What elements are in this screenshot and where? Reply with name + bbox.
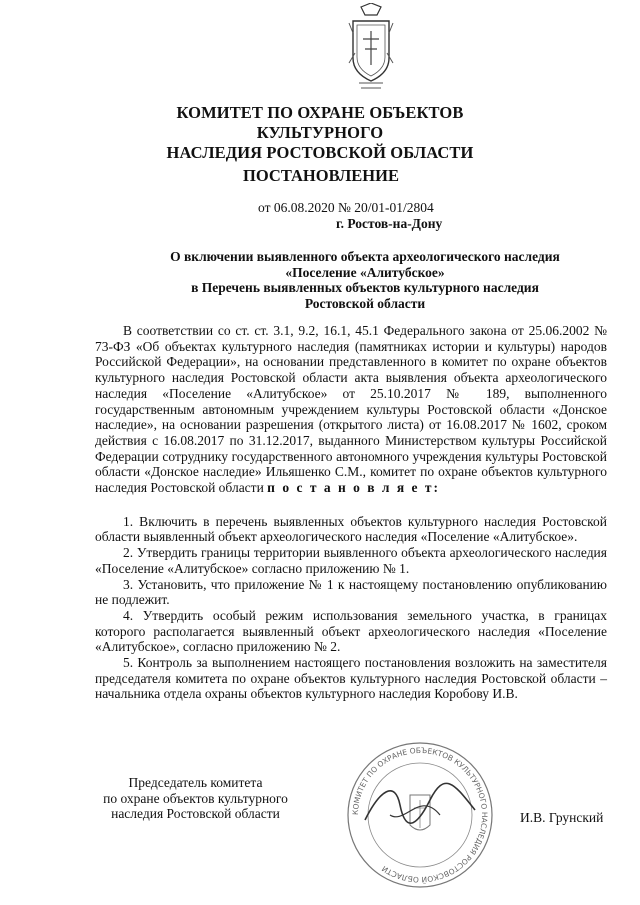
signatory-title: [88, 775, 303, 822]
item-1: 1. Включить в перечень выявленных объектов культурного наследия Ростовской области выявленный объект археологического наследия «Поселение «Алитубское».: [95, 513, 607, 545]
seal-text: КОМИТЕТ ПО ОХРАНЕ ОБЪЕКТОВ КУЛЬТУРНОГО НАСЛЕДИЯ РОСТОВСКОЙ ОБЛАСТИ: [350, 745, 490, 885]
item-5: 5. Контроль за выполнением настоящего постановления возложить на заместителя председателя комитета по охране объектов культурного наследия Ростовской области – начальника отдела охраны объектов культурного наследия Коробову И.В.: [95, 655, 607, 702]
subject-line: «Поселение «Алитубское»: [285, 264, 445, 280]
organization-name: [130, 103, 510, 163]
signatory-title-line: по охране объектов культурного: [103, 790, 288, 806]
item-3: 3. Установить, что приложение № 1 к настоящему постановлению опубликованию не подлежит.: [95, 576, 607, 608]
city: г. Ростов-на-Дону: [336, 216, 443, 231]
preamble-text: В соответствии со ст. ст. 3.1, 9.2, 16.1, 45.1 Федерального закона от 25.06.2002 № 73-ФЗ «Об объектах культурного наследия (памятниках истории и культуры) народов Российской Федерации», на основании представленного в комитет по охране объектов культурного наследия Ростовской области акта выявления объекта археологического наследия «Поселение «Алитубское» от 25.10.2017 № 189, выполненного государственным автономным учреждением культуры Ростовской области «Донское наследие», на основании разрешения (открытого листа) от 16.08.2017 № 1602, сроком действия с 16.08.2017 по 31.12.2017, выданного Министерством культуры Российской Федерации сотруднику государственного автономного учреждения культуры Ростовской области «Донское наследие» Ильяшенко С.М., комитет по охране объектов культурного наследия Ростовской области: [95, 323, 607, 496]
document-type: ПОСТАНОВЛЕНИЕ: [243, 166, 399, 185]
subject-line: О включении выявленного объекта археологического наследия: [170, 249, 560, 264]
signatory-title-line: Председатель комитета: [128, 775, 263, 790]
item-4: 4. Утвердить особый режим использования земельного участка, в границах которого располагается выявленный объект археологического наследия «Поселение «Алитубское», согласно приложению № 2.: [95, 607, 607, 655]
resolves-word: п о с т а н о в л я е т:: [267, 480, 441, 496]
signatory-title-line: наследия Ростовской области: [111, 806, 280, 822]
org-line-1: КОМИТЕТ ПО ОХРАНЕ ОБЪЕКТОВ КУЛЬТУРНОГО: [176, 103, 464, 142]
document-body: [95, 323, 607, 702]
document-subject: [130, 249, 600, 311]
date-and-number: от 06.08.2020 № 20/01-01/2804: [258, 200, 434, 215]
preamble-paragraph: [95, 323, 607, 496]
coat-of-arms-icon: [347, 3, 395, 93]
subject-line: в Перечень выявленных объектов культурного наследия: [191, 280, 539, 295]
signatory-name: И.В. Грунский: [520, 810, 604, 825]
item-2: 2. Утвердить границы территории выявленного объекта археологического наследия «Поселение «Алитубское» согласно приложению № 1.: [95, 545, 607, 576]
handwritten-signature: [360, 770, 480, 840]
org-line-2: НАСЛЕДИЯ РОСТОВСКОЙ ОБЛАСТИ: [166, 143, 474, 162]
subject-line: Ростовской области: [304, 295, 426, 311]
